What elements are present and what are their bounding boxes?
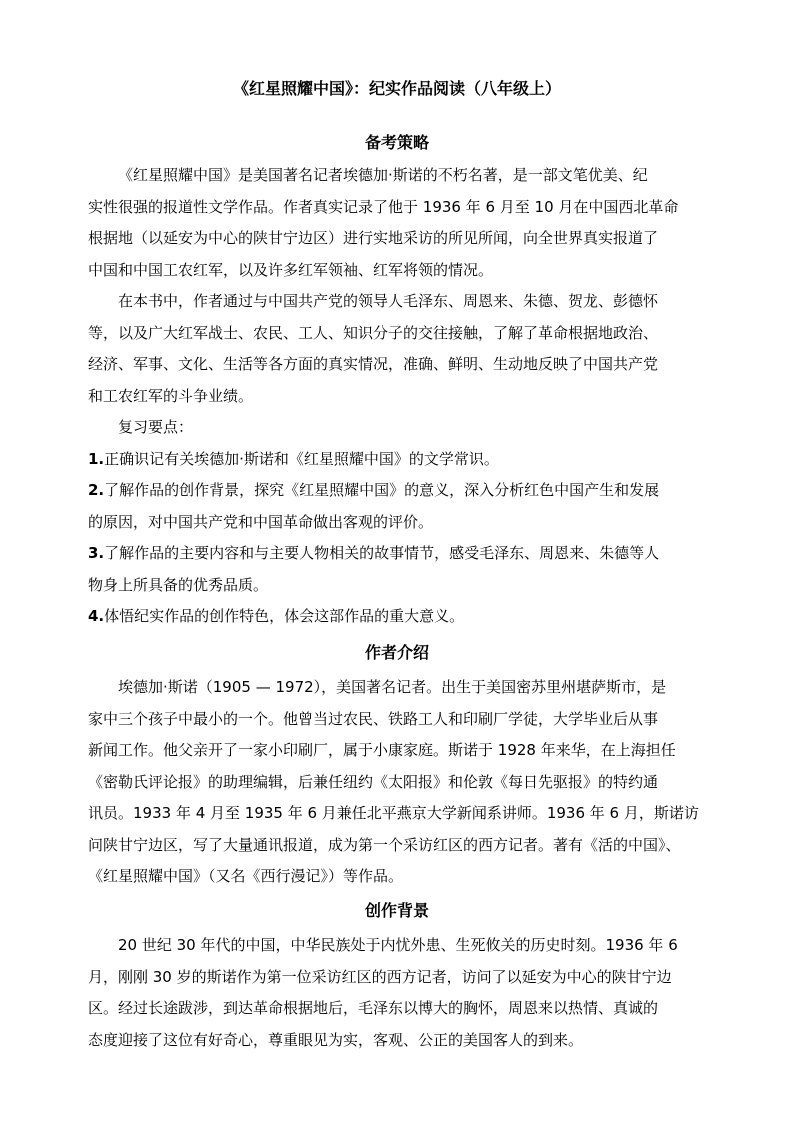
review-point-2 xyxy=(88,475,728,538)
paragraph-author xyxy=(88,672,728,893)
text-line: 经济、军事、文化、生活等各方面的真实情况，准确、鲜明、生动地反映了中国共产党 xyxy=(88,355,659,373)
text-line: 问陕甘宁边区，写了大量通讯报道，成为第一个采访红区的西方记者。著有《活的中国》、 xyxy=(88,835,681,854)
text-line: 态度迎接了这位有好奇心，尊重眼见为实，客观、公正的美国客人的到来。 xyxy=(88,1030,584,1049)
text-line: 根据地（以延安为中心的陕甘宁边区）进行实地采访的所见所闻，向全世界真实报道了 xyxy=(88,229,659,247)
text-line: 在本书中，作者通过与中国共产党的领导人毛泽东、周恩来、朱德、贺龙、彭德怀 xyxy=(118,292,659,310)
text-line: 《红星照耀中国》（又名《西行漫记》）等作品。 xyxy=(88,867,404,885)
text-line: 《红星照耀中国》是美国著名记者埃德加·斯诺的不朽名著，是一部文笔优美、纪 xyxy=(118,166,648,184)
point-text: 了解作品的创作背景，探究《红星照耀中国》的意义，深入分析红色中国产生和发展 xyxy=(104,481,660,499)
text-line: 区。经过长途跋涉，到达革命根据地后，毛泽东以博大的胸怀，周恩来以热情、真诚的 xyxy=(88,999,659,1017)
review-point-3 xyxy=(88,538,728,601)
point-number: 1. xyxy=(88,450,105,468)
point-text: 了解作品的主要内容和与主要人物相关的故事情节，感受毛泽东、周恩来、朱德等人 xyxy=(104,544,660,562)
point-number: 3. xyxy=(88,544,105,562)
point-text: 物身上所具备的优秀品质。 xyxy=(88,575,269,594)
text-line: 新闻工作。他父亲开了一家小印刷厂，属于小康家庭。斯诺于 1928 年来华，在上海担任 xyxy=(88,741,676,759)
review-point-1 xyxy=(88,444,728,476)
point-text: 正确识记有关埃德加·斯诺和《红星照耀中国》的文学常识。 xyxy=(104,450,499,468)
text-line: 等，以及广大红军战士、农民、工人、知识分子的交往接触，了解了革命根据地政治、 xyxy=(88,323,659,342)
section-heading-strategy: 备考策略 xyxy=(364,133,429,152)
paragraph-content xyxy=(88,286,728,412)
section-heading-background: 创作背景 xyxy=(364,901,429,920)
section-heading-author: 作者介绍 xyxy=(364,643,429,662)
text-line: 和工农红军的斗争业绩。 xyxy=(88,386,254,405)
document-title: 《红星照耀中国》：纪实作品阅读（八年级上） xyxy=(232,79,561,98)
point-number: 4. xyxy=(88,607,105,625)
text-line: 中国和中国工农红军，以及许多红军领袖、红军将领的情况。 xyxy=(88,260,494,279)
text-line: 埃德加·斯诺（1905 — 1972），美国著名记者。出生于美国密苏里州堪萨斯市，是 xyxy=(118,678,667,696)
review-point-4 xyxy=(88,601,728,633)
text-line: 实性很强的报道性文学作品。作者真实记录了他于 1936 年 6 月至 10 月在中国西北革命 xyxy=(88,197,679,216)
point-number: 2. xyxy=(88,481,105,499)
text-line: 讯员。1933 年 4 月至 1935 年 6 月兼任北平燕京大学新闻系讲师。1936 年 6 月，斯诺访 xyxy=(88,804,699,822)
text-line: 家中三个孩子中最小的一个。他曾当过农民、铁路工人和印刷厂学徒，大学毕业后从事 xyxy=(88,709,659,728)
review-label: 复习要点： xyxy=(118,418,194,436)
text-line: 月，刚刚 30 岁的斯诺作为第一位采访红区的西方记者，访问了以延安为中心的陕甘宁边 xyxy=(88,967,672,986)
paragraph-background xyxy=(88,930,728,1056)
text-line: 《密勒氏评论报》的助理编辑，后兼任纽约《太阳报》和伦敦《每日先驱报》的特约通 xyxy=(88,772,659,791)
paragraph-intro xyxy=(88,160,728,286)
point-text: 的原因，对中国共产党和中国革命做出客观的评价。 xyxy=(88,512,434,531)
point-text: 体悟纪实作品的创作特色，体会这部作品的重大意义。 xyxy=(104,607,465,625)
text-line: 20 世纪 30 年代的中国，中华民族处于内忧外患、生死攸关的历史时刻。1936 年 6 xyxy=(118,936,678,954)
